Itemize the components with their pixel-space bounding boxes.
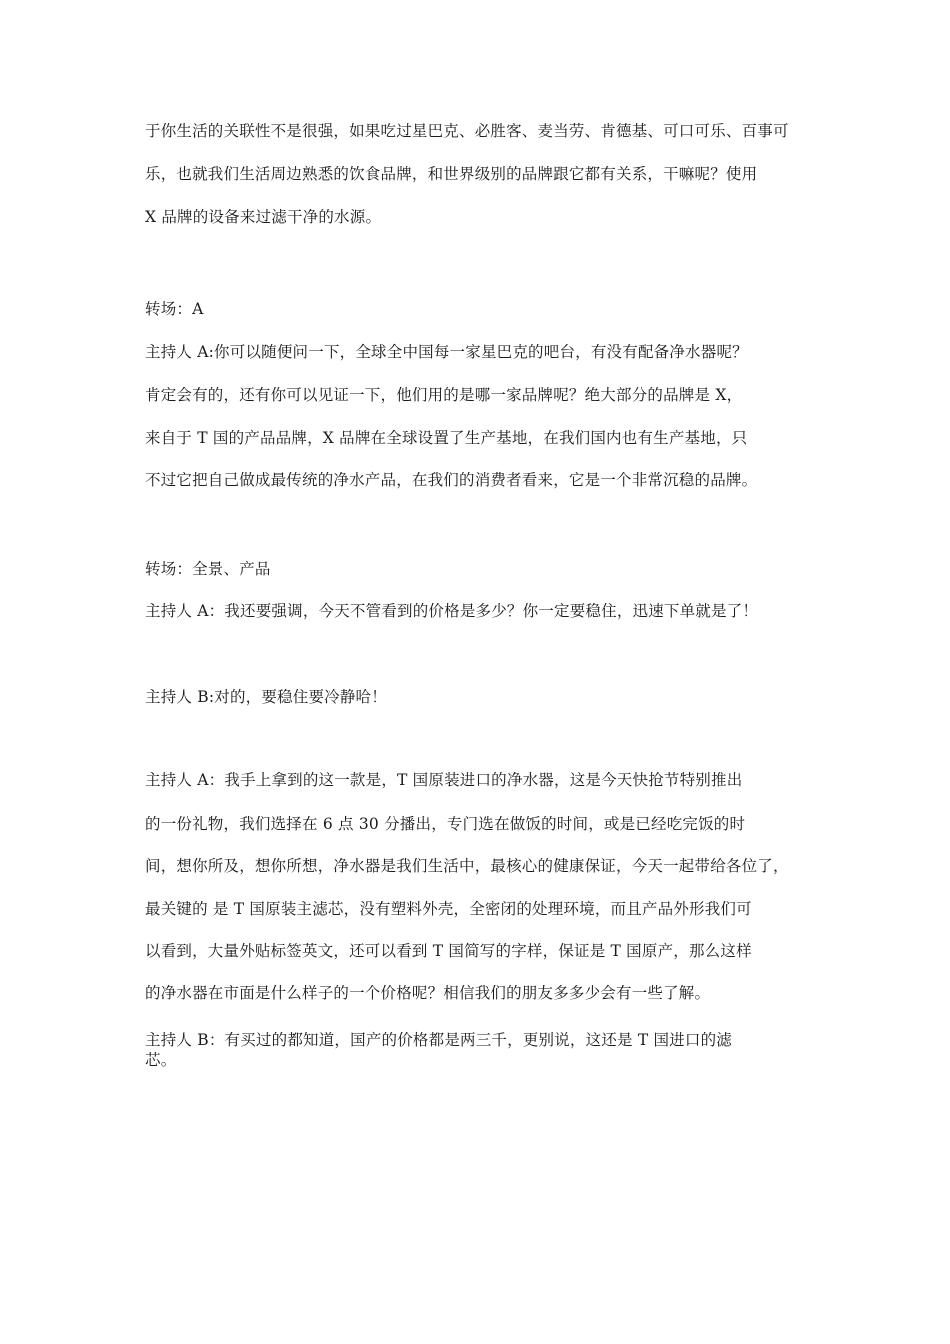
text-line: 乐，也就我们生活周边熟悉的饮食品牌，和世界级别的品牌跟它都有关系，干嘛呢？使用 xyxy=(145,165,758,183)
text-line: 主持人 A：我手上拿到的这一款是，T 国原装进口的净水器，这是今天快抢节特别推出 xyxy=(145,771,743,789)
text-line: 的净水器在市面是什么样子的一个价格呢？相信我们的朋友多多少会有一些了解。 xyxy=(145,984,711,1002)
text-line: 肯定会有的，还有你可以见证一下，他们用的是哪一家品牌呢？绝大部分的品牌是 X， xyxy=(145,386,743,404)
text-line: 以看到，大量外贴标签英文，还可以看到 T 国简写的字样，保证是 T 国原产，那么这样 xyxy=(145,942,752,960)
text-line: 的一份礼物，我们选择在 6 点 30 分播出，专门选在做饭的时间，或是已经吃完饭的时 xyxy=(145,815,746,833)
text-line: 主持人 A：我还要强调，今天不管看到的价格是多少？你一定要稳住，迅速下单就是了！ xyxy=(145,602,759,620)
text-line: 主持人 B：有买过的都知道，国产的价格都是两三千，更别说，这还是 T 国进口的滤 xyxy=(145,1031,733,1049)
text-line: 最关键的 是 T 国原装主滤芯，没有塑料外壳，全密闭的处理环境，而且产品外形我们可 xyxy=(145,900,752,918)
text-line: 间，想你所及，想你所想，净水器是我们生活中，最核心的健康保证，今天一起带给各位了， xyxy=(145,857,789,875)
text-line: 主持人 B:对的，要稳住要冷静哈！ xyxy=(145,688,387,706)
text-line: 于你生活的关联性不是很强，如果吃过星巴克、必胜客、麦当劳、肯德基、可口可乐、百事可 xyxy=(145,122,789,140)
text-line: 芯。 xyxy=(145,1051,177,1069)
scene-transition-heading: 转场：A xyxy=(145,300,204,318)
text-line: X 品牌的设备来过滤干净的水源。 xyxy=(145,208,382,226)
text-line: 主持人 A:你可以随便问一下，全球全中国每一家星巴克的吧台，有没有配备净水器呢？ xyxy=(145,343,748,361)
text-line: 不过它把自己做成最传统的净水产品，在我们的消费者看来，它是一个非常沉稳的品牌。 xyxy=(145,471,758,489)
text-line: 来自于 T 国的产品品牌，X 品牌在全球设置了生产基地，在我们国内也有生产基地，只 xyxy=(145,429,748,447)
scene-transition-heading: 转场：全景、产品 xyxy=(145,560,271,578)
